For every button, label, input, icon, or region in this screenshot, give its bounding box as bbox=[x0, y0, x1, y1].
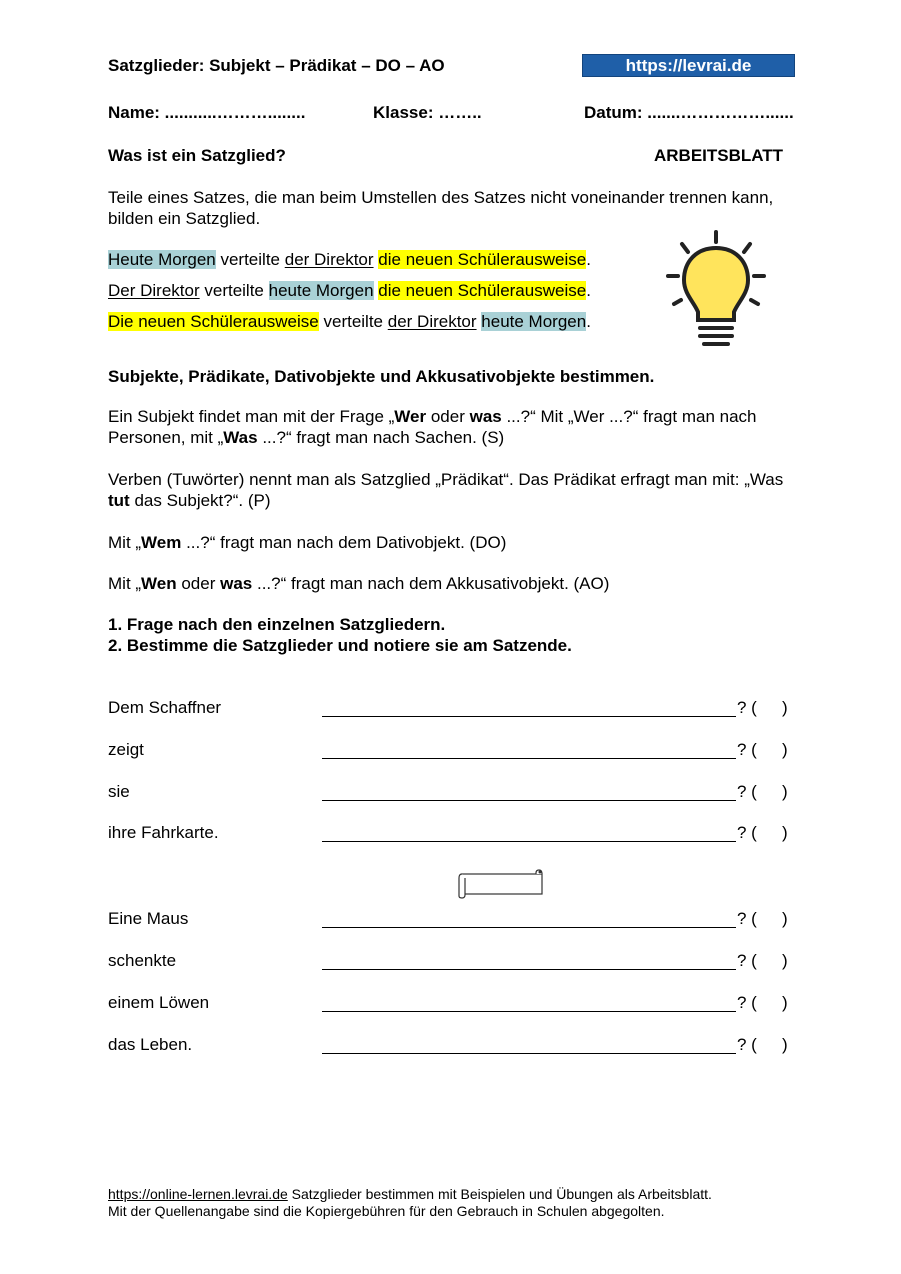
example-subject: der Direktor bbox=[284, 250, 374, 269]
date-field-label: Datum: .......……………...... bbox=[584, 103, 794, 122]
exercise-word: das Leben. bbox=[108, 1035, 193, 1054]
lightbulb-icon bbox=[664, 228, 768, 354]
predicate-explanation: Verben (Tuwörter) nennt man als Satzglied „Prädikat“. Das Prädikat erfragt man mit: „Was tut das Subjekt?“. (P) bbox=[108, 470, 784, 510]
example-adverbial: Heute Morgen bbox=[108, 250, 216, 269]
answer-line[interactable] bbox=[322, 716, 736, 717]
exercise-word: einem Löwen bbox=[108, 993, 210, 1012]
answer-bracket: ? ( bbox=[737, 823, 757, 842]
footer-line-1: https://online-lernen.levrai.de Satzglieder bestimmen mit Beispielen und Übungen als Arbeitsblatt. bbox=[108, 1186, 712, 1202]
example-subject: Der Direktor bbox=[108, 281, 200, 300]
section-heading: Subjekte, Prädikate, Dativobjekte und Akkusativobjekte bestimmen. bbox=[108, 367, 655, 386]
subject-explanation: Ein Subjekt findet man mit der Frage „Wer oder was ...?“ Mit „Wer ...?“ fragt man nach Personen, mit „Was ...?“ fragt man nach Sachen. (S) bbox=[108, 407, 757, 447]
answer-bracket: ? ( bbox=[737, 951, 757, 970]
class-field-label: Klasse: …….. bbox=[373, 103, 482, 122]
footer bbox=[108, 1186, 712, 1220]
website-badge[interactable]: https://levrai.de bbox=[582, 54, 795, 77]
example-adverbial: heute Morgen bbox=[268, 281, 374, 300]
example-sentence-1: Heute Morgen verteilte der Direktor die neuen Schülerausweise. bbox=[108, 250, 591, 269]
definition-text: Teile eines Satzes, die man beim Umstellen des Satzes nicht voneinander trennen kann, bilden ein Satzglied. bbox=[108, 188, 774, 228]
answer-bracket: ? ( bbox=[737, 993, 757, 1012]
answer-bracket: ? ( bbox=[737, 698, 757, 717]
exercise-word: zeigt bbox=[108, 740, 144, 759]
answer-line[interactable] bbox=[322, 969, 736, 970]
section-question: Was ist ein Satzglied? bbox=[108, 146, 286, 165]
answer-line[interactable] bbox=[322, 758, 736, 759]
answer-bracket: ? ( bbox=[737, 909, 757, 928]
exercise-word: Eine Maus bbox=[108, 909, 189, 928]
answer-bracket: ? ( bbox=[737, 1035, 757, 1054]
answer-line[interactable] bbox=[322, 800, 736, 801]
example-verb: verteilte bbox=[323, 312, 384, 331]
answer-line[interactable] bbox=[322, 1053, 736, 1054]
name-field-label: Name: ...........………........ bbox=[108, 103, 306, 122]
footer-link[interactable]: https://online-lernen.levrai.de bbox=[108, 1186, 288, 1202]
example-sentence-2: Der Direktor verteilte heute Morgen die neuen Schülerausweise. bbox=[108, 281, 591, 300]
dative-explanation: Mit „Wem ...?“ fragt man nach dem Dativobjekt. (DO) bbox=[108, 533, 507, 552]
worksheet-title: Satzglieder: Subjekt – Prädikat – DO – AO bbox=[108, 56, 445, 75]
sheet-type-label: ARBEITSBLATT bbox=[654, 146, 784, 165]
answer-bracket: ? ( bbox=[737, 740, 757, 759]
example-object: die neuen Schülerausweise bbox=[378, 250, 587, 269]
example-verb: verteilte bbox=[204, 281, 264, 300]
exercise-word: Dem Schaffner bbox=[108, 698, 222, 717]
example-verb: verteilte bbox=[220, 250, 280, 269]
task-2: 2. Bestimme die Satzglieder und notiere sie am Satzende. bbox=[108, 636, 572, 655]
answer-line[interactable] bbox=[322, 841, 736, 842]
example-object: Die neuen Schülerausweise bbox=[108, 312, 319, 331]
exercise-word: sie bbox=[108, 782, 130, 801]
example-object: die neuen Schülerausweise bbox=[378, 281, 587, 300]
answer-line[interactable] bbox=[322, 927, 736, 928]
task-1: 1. Frage nach den einzelnen Satzgliedern. bbox=[108, 615, 446, 634]
exercise-word: ihre Fahrkarte. bbox=[108, 823, 219, 842]
example-subject: der Direktor bbox=[387, 312, 477, 331]
accusative-explanation: Mit „Wen oder was ...?“ fragt man nach dem Akkusativobjekt. (AO) bbox=[108, 574, 610, 593]
example-sentence-3: Die neuen Schülerausweise verteilte der Direktor heute Morgen. bbox=[108, 312, 591, 331]
footer-line-2: Mit der Quellenangabe sind die Kopiergebühren für den Gebrauch in Schulen abgegolten. bbox=[108, 1203, 665, 1219]
answer-bracket: ? ( bbox=[737, 782, 757, 801]
answer-line[interactable] bbox=[322, 1011, 736, 1012]
example-adverbial: heute Morgen bbox=[481, 312, 587, 331]
exercise-word: schenkte bbox=[108, 951, 177, 970]
scroll-icon bbox=[458, 869, 546, 899]
